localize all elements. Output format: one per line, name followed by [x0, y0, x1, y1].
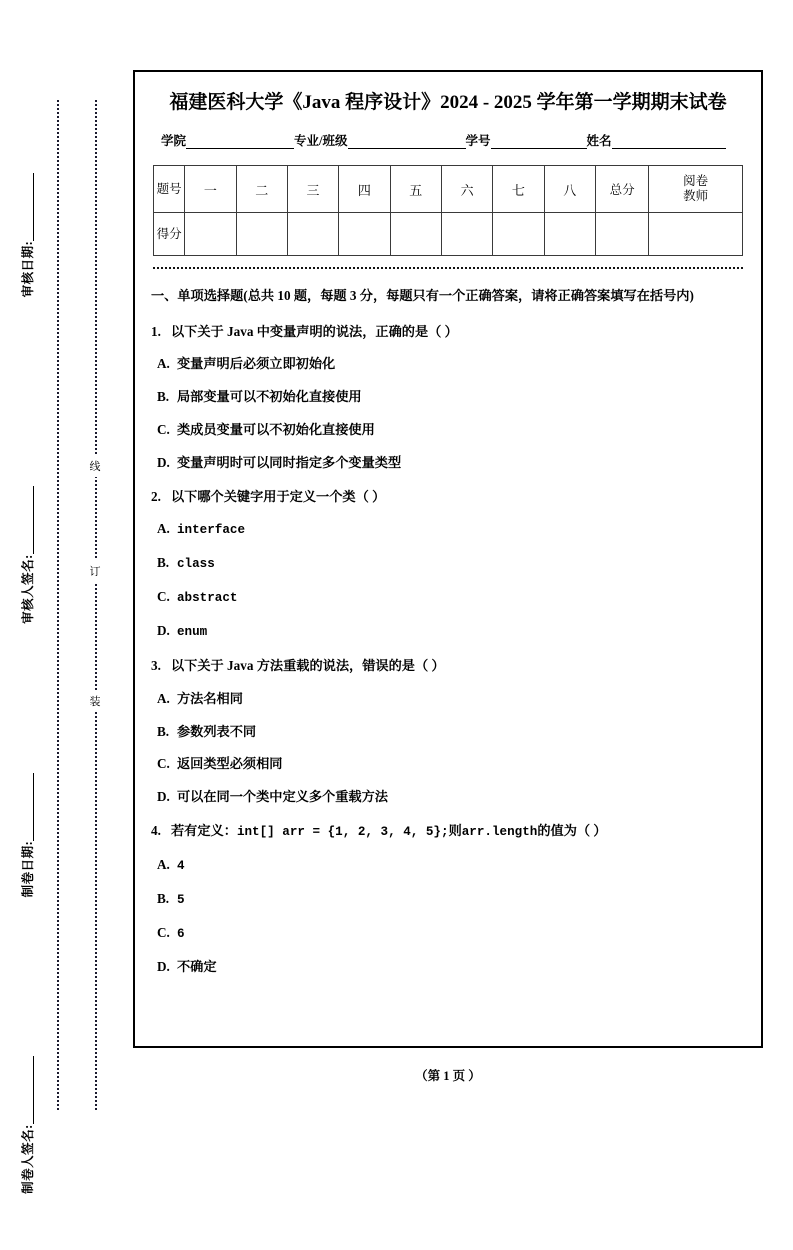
- college-input[interactable]: [186, 135, 294, 149]
- question-3-option-b-text: 参数列表不同: [177, 723, 257, 739]
- question-1-text: 以下关于 Java 中变量声明的说法，正确的是（ ）: [171, 323, 458, 339]
- paper-maker-signature-text: 制卷人签名:: [21, 1124, 35, 1194]
- question-4-option-d-text: 不确定: [177, 958, 217, 974]
- question-4-option-b[interactable]: [157, 889, 745, 910]
- question-2-option-a-label: A.: [157, 521, 170, 537]
- question-1-stem: [151, 322, 745, 342]
- question-1-option-d-text: 变量声明时可以同时指定多个变量类型: [177, 454, 402, 470]
- sidebar-label-paper-maker-signature: [18, 1000, 36, 1250]
- question-3-option-a[interactable]: [157, 689, 745, 709]
- fold-marker-seal: 装: [86, 690, 104, 712]
- question-3-option-c[interactable]: [157, 754, 745, 774]
- question-3-stem: [151, 656, 745, 676]
- question-4-option-b-text: 5: [177, 892, 185, 907]
- question-2-option-b-text: class: [177, 557, 215, 572]
- question-4-option-d-label: D.: [157, 958, 170, 974]
- question-3-option-d-text: 可以在同一个类中定义多个重载方法: [177, 789, 388, 805]
- col-header-8: 八: [544, 166, 595, 213]
- question-1-option-c[interactable]: [157, 420, 745, 440]
- col-header-1: 一: [185, 166, 236, 213]
- fold-marker-line: 线: [86, 455, 104, 477]
- question-4-text-middle: 则: [448, 822, 462, 838]
- question-1-option-b[interactable]: [157, 387, 745, 407]
- col-header-7: 七: [493, 166, 544, 213]
- question-2-option-d[interactable]: [157, 621, 745, 642]
- grading-teacher-line2: 教师: [683, 189, 709, 204]
- name-label: 姓名: [586, 134, 612, 149]
- audit-date-text: 审核日期:: [21, 240, 35, 298]
- question-4-option-b-label: B.: [157, 890, 170, 906]
- exam-title: 福建医科大学《Java 程序设计》2024 - 2025 学年第一学期期末试卷: [169, 92, 727, 113]
- section-heading-single-choice: 一、单项选择题(总共 10 题，每题 3 分，每题只有一个正确答案，请将正确答案填写在括号内): [151, 288, 694, 304]
- question-3-option-b-label: B.: [157, 723, 170, 739]
- score-cell-7[interactable]: [493, 213, 544, 256]
- binding-dotted-line-outer: [57, 100, 59, 1110]
- student-info-row: [161, 131, 735, 149]
- question-2-option-b-label: B.: [157, 555, 170, 571]
- question-3-option-d[interactable]: [157, 787, 745, 807]
- col-header-grading-teacher: [649, 166, 743, 213]
- question-3-number: 3.: [151, 657, 161, 673]
- question-4-option-a[interactable]: [157, 855, 745, 876]
- question-4-option-c-label: C.: [157, 924, 170, 940]
- auditor-signature-blank: [33, 486, 34, 554]
- question-1-option-c-label: C.: [157, 422, 170, 437]
- question-1-number: 1.: [151, 323, 161, 339]
- question-3-option-d-label: D.: [157, 789, 170, 805]
- score-cell-4[interactable]: [339, 213, 390, 256]
- question-4-stem: [151, 821, 745, 842]
- question-3-text: 以下关于 Java 方法重载的说法，错误的是（ ）: [171, 657, 445, 673]
- question-2-option-a[interactable]: [157, 519, 745, 540]
- question-2-option-a-text: interface: [177, 523, 246, 538]
- question-2-stem: [151, 487, 745, 507]
- question-4-option-c-text: 6: [177, 926, 185, 941]
- col-header-3: 三: [287, 166, 338, 213]
- question-3-option-b[interactable]: [157, 722, 745, 742]
- fold-marker-bind: 订: [86, 560, 104, 582]
- score-cell-1[interactable]: [185, 213, 236, 256]
- row-header-score: 得分: [154, 213, 185, 256]
- major-class-label: 专业/班级: [294, 134, 348, 149]
- sidebar-label-auditor-signature: [18, 430, 36, 680]
- question-4-text-prefix: 若有定义：: [171, 822, 237, 838]
- sidebar-label-paper-making-date: [18, 710, 36, 960]
- question-1-option-b-label: B.: [157, 389, 170, 405]
- question-2-option-d-label: D.: [157, 623, 170, 639]
- row-header-question-number: 题号: [154, 166, 185, 213]
- question-1-option-a[interactable]: [157, 354, 745, 374]
- grading-teacher-line1: 阅卷: [683, 173, 709, 188]
- question-2-option-c[interactable]: [157, 587, 745, 608]
- score-cell-8[interactable]: [544, 213, 595, 256]
- question-1-option-d-label: D.: [157, 454, 170, 470]
- question-body: [151, 269, 745, 976]
- question-2-option-c-text: abstract: [177, 591, 238, 606]
- table-row-header: [154, 166, 743, 213]
- score-table: [153, 165, 743, 256]
- question-2-option-c-label: C.: [157, 589, 170, 605]
- name-input[interactable]: [612, 135, 726, 149]
- question-1-option-d[interactable]: [157, 453, 745, 473]
- score-cell-2[interactable]: [236, 213, 287, 256]
- score-table-wrapper: [153, 165, 743, 269]
- sidebar-label-audit-date: [18, 110, 36, 360]
- question-3-option-c-text: 返回类型必须相同: [177, 756, 283, 772]
- col-header-2: 二: [236, 166, 287, 213]
- student-id-input[interactable]: [491, 135, 587, 149]
- question-3-option-a-text: 方法名相同: [177, 690, 243, 706]
- score-cell-3[interactable]: [287, 213, 338, 256]
- score-cell-total[interactable]: [595, 213, 648, 256]
- question-4-code-length: arr.length: [461, 824, 538, 839]
- question-2-option-b[interactable]: [157, 553, 745, 574]
- score-cell-grading-teacher[interactable]: [649, 213, 743, 256]
- question-2-option-d-text: enum: [177, 625, 208, 640]
- major-class-input[interactable]: [348, 135, 466, 149]
- page-footer: （第 1 页 ）: [415, 1069, 481, 1083]
- question-4-option-d[interactable]: [157, 957, 745, 977]
- auditor-signature-text: 审核人签名:: [21, 554, 35, 624]
- paper-making-date-text: 制卷日期:: [21, 840, 35, 898]
- student-id-label: 学号: [465, 134, 491, 149]
- question-3-option-c-label: C.: [157, 756, 170, 772]
- exam-paper-box: [133, 70, 763, 1048]
- question-4-option-a-text: 4: [177, 858, 185, 873]
- col-header-4: 四: [339, 166, 390, 213]
- question-1-option-a-label: A.: [157, 356, 170, 372]
- question-2-text: 以下哪个关键字用于定义一个类（ ）: [171, 488, 386, 504]
- table-row-score: [154, 213, 743, 256]
- question-4-option-a-label: A.: [157, 856, 170, 872]
- audit-date-blank: [33, 173, 34, 241]
- paper-maker-signature-blank: [33, 1056, 34, 1124]
- score-cell-5[interactable]: [390, 213, 441, 256]
- paper-making-date-blank: [33, 773, 34, 841]
- question-1-option-b-text: 局部变量可以不初始化直接使用: [177, 389, 362, 405]
- question-4-number: 4.: [151, 822, 161, 838]
- question-2-number: 2.: [151, 488, 161, 504]
- question-1-option-c-text: 类成员变量可以不初始化直接使用: [177, 422, 375, 437]
- binding-margin: [0, 0, 133, 1194]
- binding-dotted-line-inner: [95, 100, 97, 1110]
- question-1-option-a-text: 变量声明后必须立即初始化: [177, 356, 336, 372]
- col-header-6: 六: [441, 166, 492, 213]
- col-header-5: 五: [390, 166, 441, 213]
- score-cell-6[interactable]: [441, 213, 492, 256]
- question-4-text-suffix: 的值为（ ）: [537, 822, 607, 838]
- col-header-total: 总分: [595, 166, 648, 213]
- question-4-option-c[interactable]: [157, 923, 745, 944]
- question-4-code-array: int[] arr = {1, 2, 3, 4, 5};: [236, 824, 449, 839]
- college-label: 学院: [161, 134, 187, 149]
- question-3-option-a-label: A.: [157, 690, 170, 706]
